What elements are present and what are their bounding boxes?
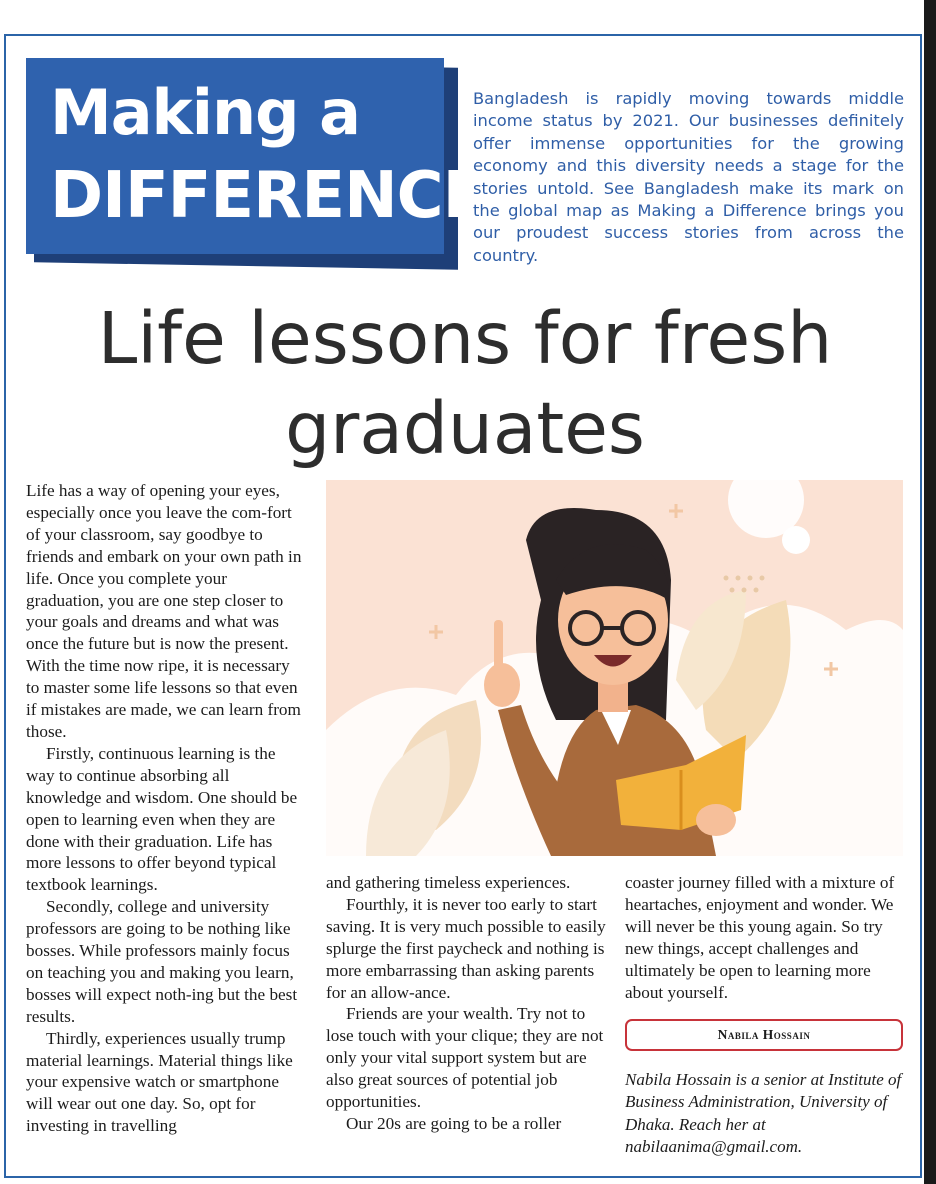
author-byline: Nabila Hossain xyxy=(625,1019,903,1051)
paragraph: Life has a way of opening your eyes, especially once you leave the com-fort of your classroom, say goodbye to friends and embark on your own path in life. Once you complete your graduation, you are one step closer to your goals and dreams and what was once the future but is now the present. With the time now ripe, it is necessary to master some life lessons so that even if mistakes are made, we can learn from those. xyxy=(26,481,302,741)
paragraph: Firstly, continuous learning is the way to continue absorbing all knowledge and wisdom. One should be open to learning even when they are done with their graduation. Life has more lessons to offer beyond typical textbook learnings. xyxy=(26,743,298,895)
paragraph: Our 20s are going to be a roller xyxy=(346,1113,562,1133)
page-edge-bar xyxy=(924,0,936,1184)
article-column-3 xyxy=(625,872,910,1003)
headline-line1: Life lessons for fresh xyxy=(97,297,833,380)
section-title-line1: Making a xyxy=(50,76,360,149)
article-column-1 xyxy=(26,480,306,1137)
section-intro: Bangladesh is rapidly moving towards middle income status by 2021. Our businesses definitely offer immense opportunities for the growing economy and this diversity needs a stage for the stories untold. See Bangladesh make its mark on the global map as Making a Difference brings you our proudest success stories from across the country. xyxy=(473,89,904,265)
author-bio: Nabila Hossain is a senior at Institute of Business Administration, University of Dhaka. Reach her at nabilaanima@gmail.com. xyxy=(625,1070,902,1156)
paragraph: Secondly, college and university professors are going to be nothing like bosses. While professors mainly focus on teaching you and making you learn, bosses will expect noth-ing but the best results. xyxy=(26,897,298,1026)
graduate-illustration xyxy=(326,480,903,856)
banner-box xyxy=(26,58,486,254)
paragraph: Friends are your wealth. Try not to lose touch with your clique; they are not only your vital support system but are also great sources of potential job opportunities. xyxy=(326,1004,604,1112)
hand xyxy=(484,663,520,707)
section-title-line2: DIFFERENCE xyxy=(50,159,486,233)
paragraph: Thirdly, experiences usually trump material learnings. Material things like your expensive watch or smartphone will wear out one day. So, opt for investing in travelling xyxy=(26,1028,293,1136)
hand-holding-book xyxy=(696,804,736,836)
pointing-finger xyxy=(494,620,503,670)
article-column-2 xyxy=(326,872,606,1135)
section-banner xyxy=(26,58,486,266)
bg-cloud xyxy=(782,526,810,554)
paragraph: and gathering timeless experiences. xyxy=(326,873,571,892)
paragraph: Fourthly, it is never too early to start saving. It is very much possible to easily splurge the first paycheck and nothing is more embarrassing than asking parents for an allow-ance. xyxy=(326,894,606,1002)
headline-line2: graduates xyxy=(285,387,645,470)
article-headline xyxy=(20,294,910,474)
paragraph: coaster journey filled with a mixture of heartaches, enjoyment and wonder. We will never be this young again. So try new things, accept challenges and ultimately be open to learning more about yourself. xyxy=(625,873,895,1002)
